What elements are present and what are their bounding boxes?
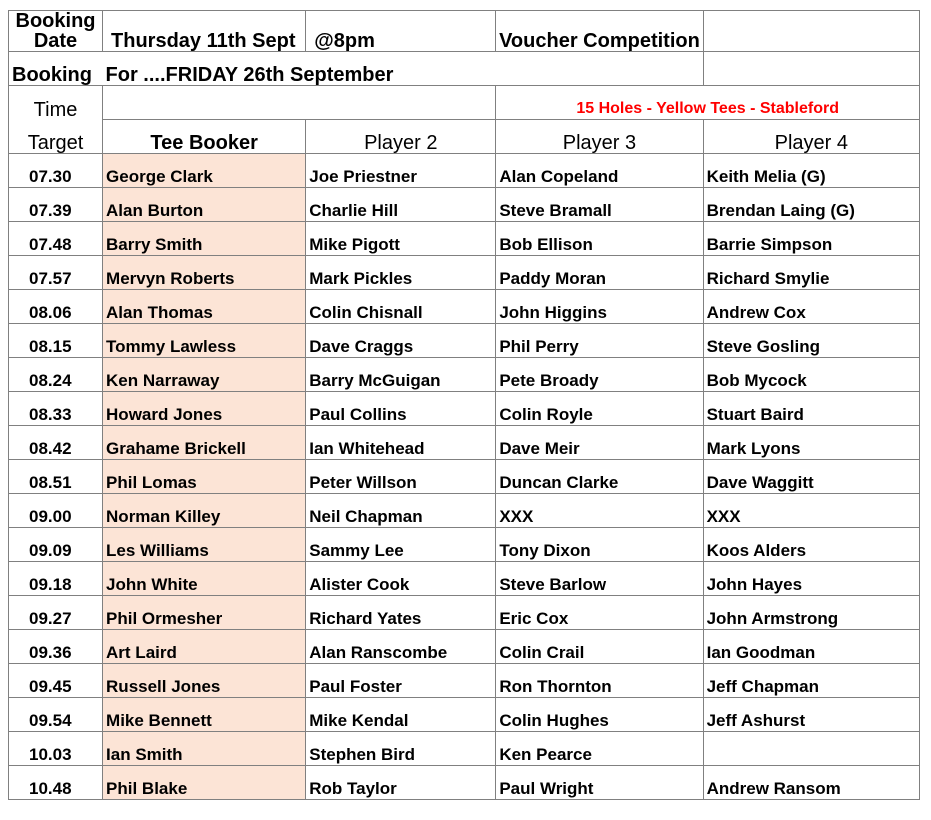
tee-booker: Les Williams xyxy=(103,528,306,562)
tee-time: 09.36 xyxy=(9,630,103,664)
player-3: Ken Pearce xyxy=(496,732,703,766)
player-2: Alan Ranscombe xyxy=(306,630,496,664)
tee-time: 08.24 xyxy=(9,358,103,392)
tee-booker: Art Laird xyxy=(103,630,306,664)
tee-time: 07.57 xyxy=(9,256,103,290)
player-3: XXX xyxy=(496,494,703,528)
player-3: Eric Cox xyxy=(496,596,703,630)
player-2: Charlie Hill xyxy=(306,188,496,222)
table-row xyxy=(9,528,920,562)
player-2: Joe Priestner xyxy=(306,154,496,188)
player-2: Rob Taylor xyxy=(306,766,496,800)
player-2: Stephen Bird xyxy=(306,732,496,766)
tee-time: 08.06 xyxy=(9,290,103,324)
player-3: Dave Meir xyxy=(496,426,703,460)
player-2: Colin Chisnall xyxy=(306,290,496,324)
tee-time: 08.51 xyxy=(9,460,103,494)
voucher-competition-value xyxy=(703,11,919,52)
tee-time: 09.27 xyxy=(9,596,103,630)
table-row xyxy=(9,732,920,766)
col-player-3: Player 3 xyxy=(496,120,703,154)
table-row xyxy=(9,596,920,630)
player-4: XXX xyxy=(703,494,919,528)
player-4: Ian Goodman xyxy=(703,630,919,664)
time-label: Time xyxy=(9,86,103,120)
tee-booker: Alan Thomas xyxy=(103,290,306,324)
player-2: Barry McGuigan xyxy=(306,358,496,392)
player-2: Richard Yates xyxy=(306,596,496,630)
time-row-blank xyxy=(103,86,496,120)
player-4: Dave Waggitt xyxy=(703,460,919,494)
player-3: Paddy Moran xyxy=(496,256,703,290)
player-3: Phil Perry xyxy=(496,324,703,358)
player-3: John Higgins xyxy=(496,290,703,324)
tee-booker: Tommy Lawless xyxy=(103,324,306,358)
player-4: Jeff Chapman xyxy=(703,664,919,698)
competition-info: 15 Holes - Yellow Tees - Stableford xyxy=(496,86,920,120)
tee-booking-sheet xyxy=(8,10,920,800)
player-4: Andrew Cox xyxy=(703,290,919,324)
player-2: Dave Craggs xyxy=(306,324,496,358)
tee-time: 09.54 xyxy=(9,698,103,732)
player-2: Peter Willson xyxy=(306,460,496,494)
header-row-booking-date xyxy=(9,11,920,52)
player-3: Alan Copeland xyxy=(496,154,703,188)
booking-date-label: Booking Date xyxy=(9,11,103,52)
table-row xyxy=(9,562,920,596)
player-4: Koos Alders xyxy=(703,528,919,562)
table-row xyxy=(9,460,920,494)
table-row xyxy=(9,154,920,188)
table-row xyxy=(9,392,920,426)
player-2: Paul Foster xyxy=(306,664,496,698)
booking-for-value: For ....FRIDAY 26th September xyxy=(103,52,704,86)
table-row xyxy=(9,664,920,698)
player-3: Steve Barlow xyxy=(496,562,703,596)
player-2: Sammy Lee xyxy=(306,528,496,562)
player-2: Mike Kendal xyxy=(306,698,496,732)
tee-time: 07.39 xyxy=(9,188,103,222)
booking-date-value: Thursday 11th Sept xyxy=(103,11,306,52)
header-row-time xyxy=(9,86,920,120)
tee-booker: Phil Ormesher xyxy=(103,596,306,630)
player-4: Andrew Ransom xyxy=(703,766,919,800)
col-player-2: Player 2 xyxy=(306,120,496,154)
player-4: Steve Gosling xyxy=(703,324,919,358)
table-row xyxy=(9,630,920,664)
tee-booker: Alan Burton xyxy=(103,188,306,222)
player-4: John Hayes xyxy=(703,562,919,596)
player-4 xyxy=(703,732,919,766)
col-tee-booker: Tee Booker xyxy=(103,120,306,154)
tee-time: 10.48 xyxy=(9,766,103,800)
target-label: Target xyxy=(9,120,103,154)
player-4: Brendan Laing (G) xyxy=(703,188,919,222)
tee-time: 07.48 xyxy=(9,222,103,256)
player-4: Jeff Ashurst xyxy=(703,698,919,732)
header-row-booking-for xyxy=(9,52,920,86)
tee-booker: George Clark xyxy=(103,154,306,188)
tee-booker: Mike Bennett xyxy=(103,698,306,732)
table-row xyxy=(9,766,920,800)
voucher-competition-label: Voucher Competition xyxy=(496,11,703,52)
table-row xyxy=(9,426,920,460)
player-3: Tony Dixon xyxy=(496,528,703,562)
player-2: Ian Whitehead xyxy=(306,426,496,460)
player-3: Pete Broady xyxy=(496,358,703,392)
player-2: Paul Collins xyxy=(306,392,496,426)
player-4: John Armstrong xyxy=(703,596,919,630)
tee-time: 07.30 xyxy=(9,154,103,188)
tee-time: 09.00 xyxy=(9,494,103,528)
booking-time: @8pm xyxy=(306,11,496,52)
player-4: Richard Smylie xyxy=(703,256,919,290)
table-row xyxy=(9,290,920,324)
booking-for-blank xyxy=(703,52,919,86)
player-3: Bob Ellison xyxy=(496,222,703,256)
tee-time: 09.18 xyxy=(9,562,103,596)
tee-booker: Barry Smith xyxy=(103,222,306,256)
tee-booker: Grahame Brickell xyxy=(103,426,306,460)
table-row xyxy=(9,358,920,392)
player-4: Mark Lyons xyxy=(703,426,919,460)
tee-booker: Phil Lomas xyxy=(103,460,306,494)
table-row xyxy=(9,222,920,256)
table-row xyxy=(9,324,920,358)
player-4: Bob Mycock xyxy=(703,358,919,392)
player-3: Ron Thornton xyxy=(496,664,703,698)
table-row xyxy=(9,698,920,732)
tee-booker: Ken Narraway xyxy=(103,358,306,392)
tee-time: 10.03 xyxy=(9,732,103,766)
tee-booker: Norman Killey xyxy=(103,494,306,528)
player-4: Keith Melia (G) xyxy=(703,154,919,188)
player-4: Barrie Simpson xyxy=(703,222,919,256)
player-3: Colin Hughes xyxy=(496,698,703,732)
col-player-4: Player 4 xyxy=(703,120,919,154)
tee-booker: Howard Jones xyxy=(103,392,306,426)
tee-time: 08.42 xyxy=(9,426,103,460)
player-2: Neil Chapman xyxy=(306,494,496,528)
player-2: Mike Pigott xyxy=(306,222,496,256)
player-3: Steve Bramall xyxy=(496,188,703,222)
player-4: Stuart Baird xyxy=(703,392,919,426)
tee-booker: Russell Jones xyxy=(103,664,306,698)
tee-booker: John White xyxy=(103,562,306,596)
tee-booker: Mervyn Roberts xyxy=(103,256,306,290)
tee-time: 08.15 xyxy=(9,324,103,358)
table-row xyxy=(9,256,920,290)
table-row xyxy=(9,494,920,528)
player-2: Mark Pickles xyxy=(306,256,496,290)
tee-booker: Ian Smith xyxy=(103,732,306,766)
tee-booker: Phil Blake xyxy=(103,766,306,800)
player-3: Colin Crail xyxy=(496,630,703,664)
player-3: Paul Wright xyxy=(496,766,703,800)
tee-time: 08.33 xyxy=(9,392,103,426)
header-row-columns xyxy=(9,120,920,154)
table-row xyxy=(9,188,920,222)
player-2: Alister Cook xyxy=(306,562,496,596)
tee-time: 09.09 xyxy=(9,528,103,562)
player-3: Duncan Clarke xyxy=(496,460,703,494)
player-3: Colin Royle xyxy=(496,392,703,426)
booking-for-label: Booking xyxy=(9,52,103,86)
tee-time: 09.45 xyxy=(9,664,103,698)
